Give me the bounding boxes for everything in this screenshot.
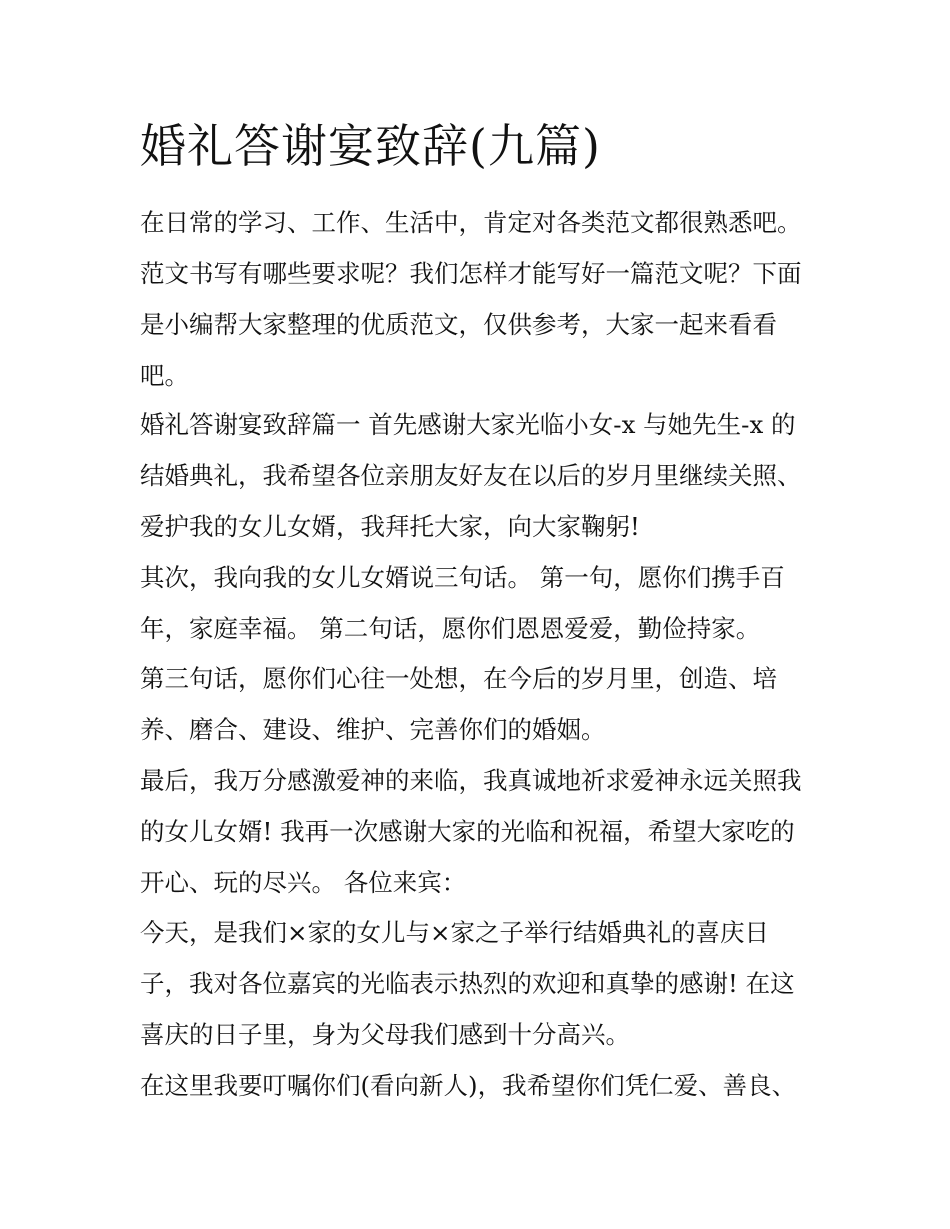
text-line-13: 的女儿女婿! 我再一次感谢大家的光临和祝福，希望大家吃的 [140,817,795,846]
document-title: 婚礼答谢宴致辞(九篇) [140,119,601,173]
text-line-14: 开心、玩的尽兴。 各位来宾： [140,868,467,897]
text-line-5: 婚礼答谢宴致辞篇一 首先感谢大家光临小女-x 与她先生-x 的 [140,410,796,439]
text-line-11: 养、磨合、建设、维护、完善你们的婚姻。 [140,715,606,744]
text-line-17: 喜庆的日子里，身为父母我们感到十分高兴。 [140,1020,630,1049]
text-line-3: 是小编帮大家整理的优质范文，仅供参考，大家一起来看看 [140,310,777,339]
text-line-18: 在这里我要叮嘱你们(看向新人)，我希望你们凭仁爱、善良、 [140,1071,797,1100]
text-line-7: 爱护我的女儿女婿，我拜托大家，向大家鞠躬! [140,512,640,541]
text-line-2: 范文书写有哪些要求呢？我们怎样才能写好一篇范文呢？下面 [140,259,802,288]
text-line-15: 今天，是我们×家的女儿与×家之子举行结婚典礼的喜庆日 [140,918,770,947]
text-line-6: 结婚典礼，我希望各位亲朋友好友在以后的岁月里继续关照、 [140,461,802,490]
text-line-12: 最后，我万分感激爱神的来临，我真诚地祈求爱神永远关照我 [140,766,802,795]
text-line-9: 年，家庭幸福。 第二句话，愿你们恩恩爱爱，勤俭持家。 [140,614,761,643]
text-line-1: 在日常的学习、工作、生活中，肯定对各类范文都很熟悉吧。 [140,208,802,237]
text-line-4: 吧。 [140,361,189,390]
text-line-8: 其次，我向我的女儿女婿说三句话。 第一句，愿你们携手百 [140,563,785,592]
text-line-10: 第三句话，愿你们心往一处想，在今后的岁月里，创造、培 [140,664,777,693]
text-line-16: 子，我对各位嘉宾的光临表示热烈的欢迎和真挚的感谢! 在这 [140,969,795,998]
